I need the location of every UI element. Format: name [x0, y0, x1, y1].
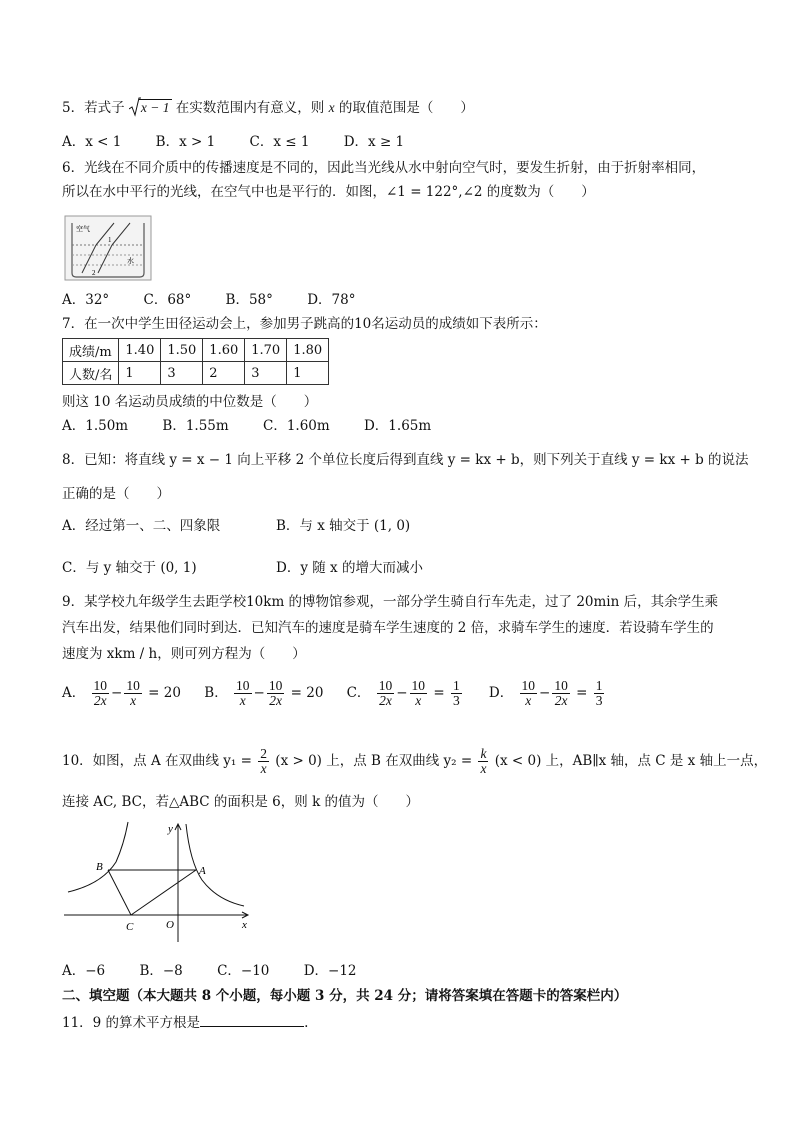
numerator: 10 [554, 678, 568, 693]
rhs: = 20 [290, 685, 324, 701]
q5-prefix: 5．若式子 [62, 100, 125, 116]
q5-options [62, 132, 434, 152]
fraction [410, 679, 428, 708]
q5-suffix2: 的取值范围是（ ） [338, 100, 474, 116]
q9-line3: 速度为 xkm / h，则可列方程为（ ） [62, 646, 306, 662]
table-cell: 3 [161, 362, 203, 385]
section-title: 二、填空题（本大题共 8 个小题，每小题 3 分，共 24 分；请将答案填在答题卡的答案栏内） [62, 988, 628, 1004]
numerator: 10 [411, 678, 426, 693]
denominator: 2x [379, 693, 392, 708]
label-angle2: 2 [92, 269, 96, 277]
fraction [377, 679, 395, 708]
q7-question: 则这 10 名运动员成绩的中位数是（ ） [62, 394, 318, 410]
q6-option-c[interactable]: C．68° [143, 292, 192, 308]
q5-stem [62, 98, 474, 118]
fraction [520, 679, 538, 708]
fraction [478, 747, 488, 776]
numerator: 10 [236, 678, 250, 693]
label-A: A [199, 865, 206, 877]
q10-part1: 10．如图，点 A 在双曲线 y₁ = [62, 753, 252, 769]
q7-option-a[interactable]: A．1.50m [62, 418, 129, 434]
q10-part2: (x > 0) 上，点 B 在双曲线 y₂ = [275, 753, 473, 769]
q6-options [62, 290, 385, 310]
q8-option-d[interactable]: D．y 随 x 的增大而减小 [276, 560, 423, 576]
sqrt-expression [129, 98, 172, 118]
denominator: x [130, 693, 137, 708]
table-cell: 1.60 [203, 339, 245, 362]
q9-option-d[interactable]: D． $\frac{10}{x}$ − $\frac{10}{2x}$ = $\frac{1}{3}$ [488, 678, 603, 708]
denominator: x [525, 693, 532, 708]
table-cell: 1.50 [161, 339, 203, 362]
q11-stem [62, 1012, 308, 1033]
q10-option-b[interactable]: B．−8 [139, 963, 183, 979]
numerator: 10 [93, 678, 108, 693]
fraction [594, 679, 605, 708]
label-x: x [242, 919, 247, 931]
table-row [63, 362, 329, 385]
q10-options [62, 961, 387, 981]
q7-option-c[interactable]: C．1.60m [262, 418, 330, 434]
denominator: x [260, 761, 267, 776]
q9-line1: 9．某学校九年级学生去距学校10km 的博物馆参观，一部分学生骑自行车先走，过了 20min 后，其余学生乘 [62, 594, 719, 610]
q8-option-b[interactable]: B．与 x 轴交于 (1, 0) [276, 518, 411, 534]
table-cell: 3 [245, 362, 287, 385]
table-cell: 1.70 [245, 339, 287, 362]
q5-var: x [328, 100, 335, 115]
denominator: 2x [554, 693, 568, 708]
q8-option-c[interactable]: C．与 y 轴交于 (0, 1) [62, 560, 197, 576]
numerator: 1 [452, 678, 460, 693]
rhs: = 20 [148, 685, 181, 701]
fraction [234, 679, 252, 708]
table-cell: 1 [287, 362, 329, 385]
q5-option-b[interactable]: B．x > 1 [155, 134, 216, 150]
option-label: D． [488, 685, 514, 701]
q10-line2: 连接 AC, BC，若△ABC 的面积是 6，则 k 的值为（ ） [62, 794, 420, 810]
q7-option-d[interactable]: D．1.65m [363, 418, 432, 434]
q8-option-a[interactable]: A．经过第一、二、四象限 [62, 518, 221, 534]
q9-options [62, 676, 627, 710]
q11-text: 11．9 的算术平方根是 [62, 1015, 201, 1031]
denominator: x [480, 761, 487, 776]
label-B: B [96, 861, 103, 873]
fraction [267, 679, 285, 708]
denominator: 2x [93, 693, 107, 708]
label-C: C [126, 921, 134, 933]
q9-option-a[interactable]: A． $\frac{10}{2x}$ − $\frac{10}{x}$ = 20 [62, 678, 181, 708]
q8-line1: 8．已知：将直线 y = x − 1 向上平移 2 个单位长度后得到直线 y = kx + b，则下列关于直线 y = kx + b 的说法 [62, 452, 749, 468]
table-row [63, 339, 329, 362]
denominator: 3 [452, 693, 460, 708]
q7-options [62, 416, 461, 436]
denominator: x [415, 693, 422, 708]
q9-option-c[interactable]: C． $\frac{10}{2x}$ − $\frac{10}{x}$ = $\frac{1}{3}$ [346, 678, 460, 708]
label-O: O [166, 919, 174, 931]
label-y: y [168, 823, 173, 835]
option-label: C． [346, 685, 371, 701]
q5-option-a[interactable]: A．x < 1 [62, 134, 122, 150]
label-water: 水 [127, 257, 134, 265]
q10-part3: (x < 0) 上，AB∥x 轴，点 C 是 x 轴上一点， [494, 753, 768, 769]
q11-end: . [304, 1015, 309, 1031]
table-cell: 2 [203, 362, 245, 385]
radicand: x − 1 [140, 100, 170, 115]
q7-option-b[interactable]: B．1.55m [162, 418, 229, 434]
answer-blank[interactable] [200, 1012, 304, 1027]
label-air: 空气 [76, 225, 90, 233]
q5-option-d[interactable]: D．x ≥ 1 [343, 134, 405, 150]
fraction [92, 679, 110, 708]
label-angle1: 1 [108, 236, 112, 244]
numerator: 10 [126, 678, 140, 693]
numerator: 10 [378, 678, 393, 693]
numerator: 10 [268, 678, 283, 693]
numerator: 2 [260, 746, 267, 761]
numerator: k [480, 746, 487, 761]
q6-option-b[interactable]: B．58° [225, 292, 273, 308]
q10-option-c[interactable]: C．−10 [217, 963, 270, 979]
q6-option-d[interactable]: D．78° [307, 292, 356, 308]
fraction [451, 679, 462, 708]
fraction [124, 679, 142, 708]
table-cell: 1 [119, 362, 161, 385]
table-cell: 1.40 [119, 339, 161, 362]
numerator: 1 [595, 678, 603, 693]
fraction [258, 747, 269, 776]
q10-option-a[interactable]: A．−6 [62, 963, 106, 979]
sqrt-sign-icon [129, 97, 141, 117]
hyperbola-figure [62, 818, 262, 948]
score-table [62, 338, 329, 385]
numerator: 10 [521, 678, 536, 693]
fraction [552, 679, 570, 708]
q10-option-d[interactable]: D．−12 [303, 963, 357, 979]
denominator: 2x [269, 693, 282, 708]
q7-stem: 7．在一次中学生田径运动会上，参加男子跳高的10名运动员的成绩如下表所示： [62, 316, 547, 332]
q6-option-a[interactable]: A．32° [62, 292, 110, 308]
q10-line1 [62, 744, 767, 778]
q8-line2: 正确的是（ ） [62, 486, 170, 502]
q5-suffix: 在实数范围内有意义，则 [175, 100, 325, 116]
q6-line1: 6．光线在不同介质中的传播速度是不同的，因此当光线从水中射向空气时，要发生折射，由于折射率相同， [62, 160, 706, 176]
q5-option-c[interactable]: C．x ≤ 1 [249, 134, 310, 150]
q6-line2: 所以在水中平行的光线，在空气中也是平行的．如图，∠1 = 122°,∠2 的度数为（ ） [62, 184, 595, 200]
table-cell: 成绩/m [63, 339, 119, 362]
q9-line2: 汽车出发，结果他们同时到达．已知汽车的速度是骑车学生速度的 2 倍，求骑车学生的速度．若设骑车学生的 [62, 620, 714, 636]
table-cell: 人数/名 [63, 362, 119, 385]
refraction-figure [64, 215, 152, 281]
denominator: x [239, 693, 246, 708]
option-label: A． [62, 685, 86, 701]
option-label: B． [204, 685, 228, 701]
denominator: 3 [595, 693, 603, 708]
table-cell: 1.80 [287, 339, 329, 362]
q9-option-b[interactable]: B． $\frac{10}{x}$ − $\frac{10}{2x}$ = 20 [204, 678, 324, 708]
